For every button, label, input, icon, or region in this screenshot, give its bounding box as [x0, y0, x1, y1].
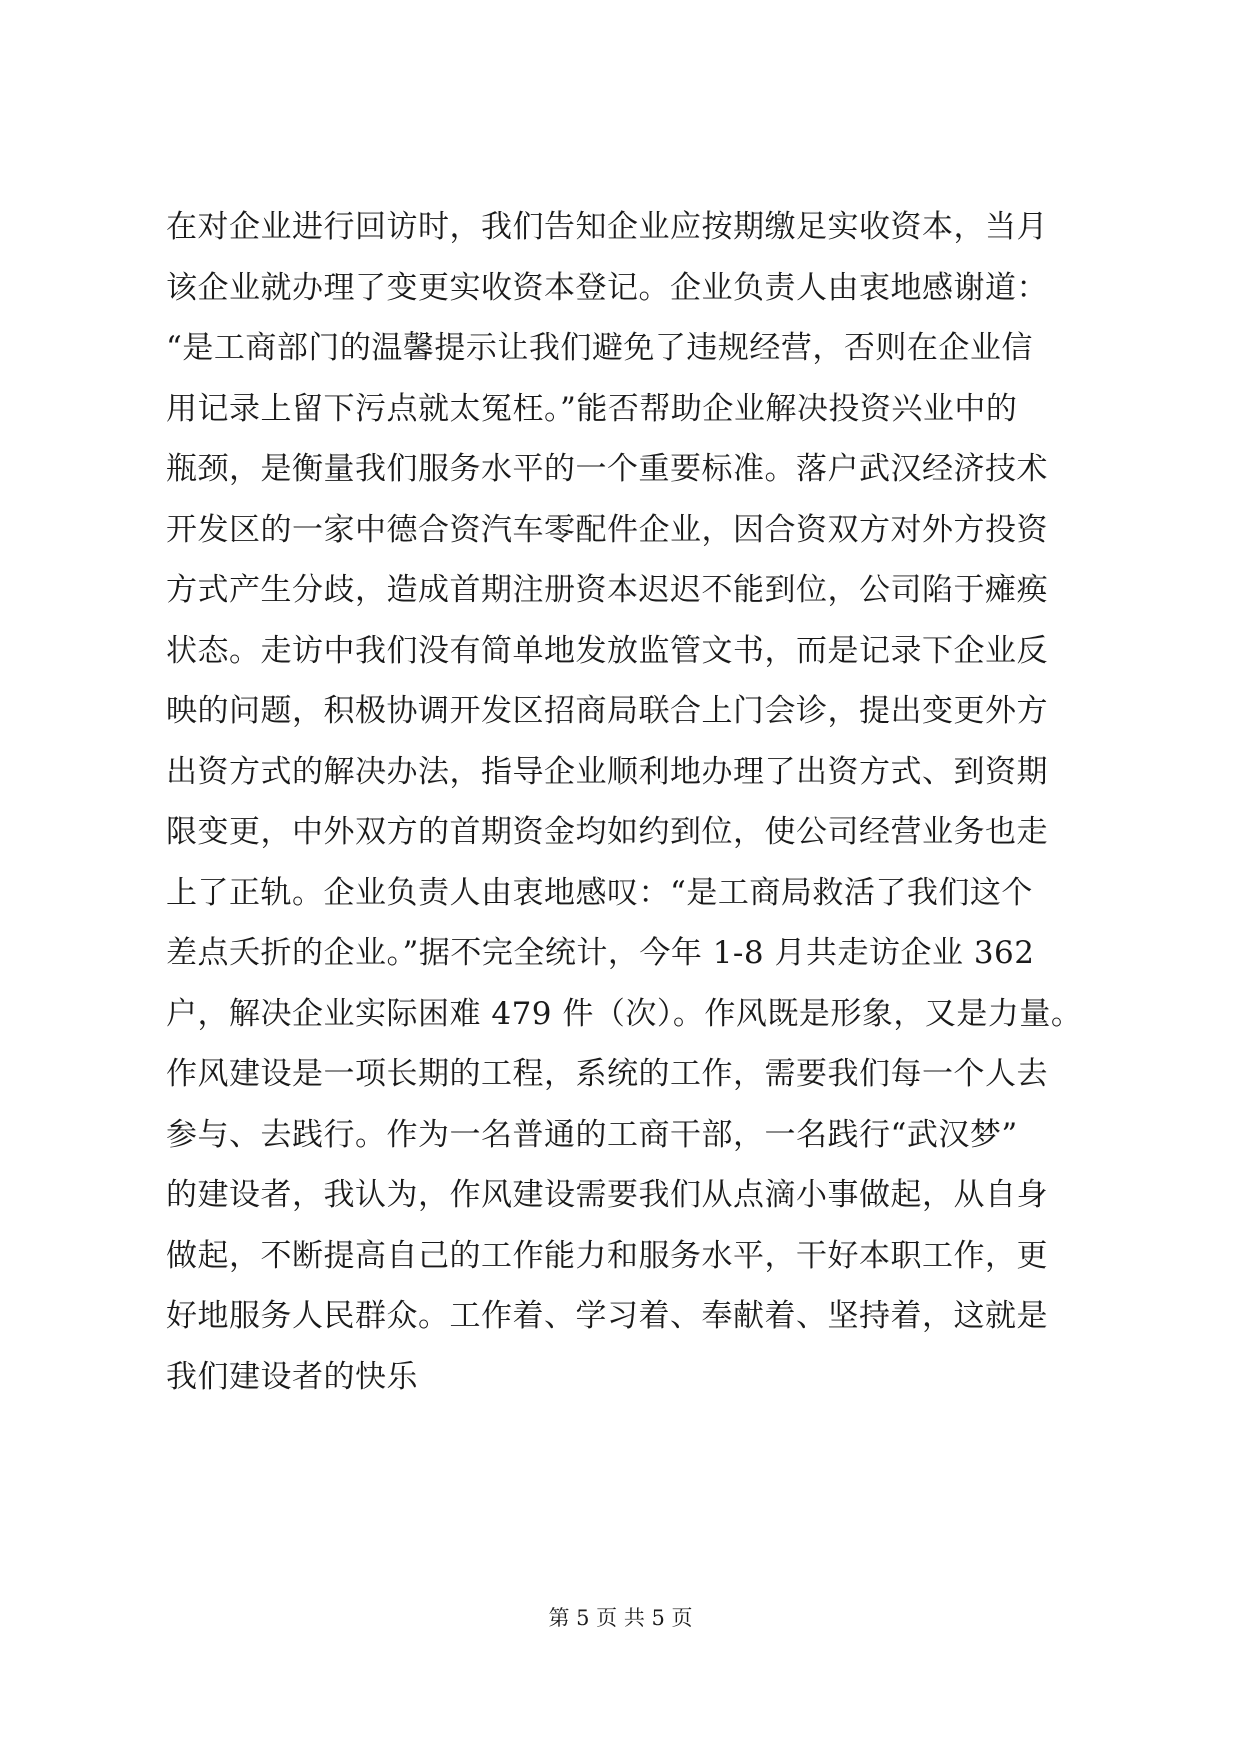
text-line-6: 开发区的一家中德合资汽车零配件企业，因合资双方对外方投资	[166, 511, 1048, 548]
text-line-7: 方式产生分歧，造成首期注册资本迟迟不能到位，公司陷于瘫痪	[166, 572, 1048, 608]
text-line-2: 该企业就办理了变更实收资本登记。企业负责人由衷地感谢道：	[166, 269, 1048, 306]
text-line-3: “是工商部门的温馨提示让我们避免了违规经营，否则在企业信	[166, 330, 1033, 366]
text-line-5: 瓶颈，是衡量我们服务水平的一个重要标准。落户武汉经济技术	[166, 451, 1048, 487]
text-line-8: 状态。走访中我们没有简单地发放监管文书，而是记录下企业反	[166, 632, 1048, 669]
text-line-20: 我们建设者的快乐	[166, 1358, 418, 1395]
text-line-1: 在对企业进行回访时，我们告知企业应按期缴足实收资本，当月	[166, 209, 1048, 245]
text-line-15: 作风建设是一项长期的工程，系统的工作，需要我们每一个人去	[166, 1056, 1048, 1092]
text-line-14: 户，解决企业实际困难 479 件（次）。作风既是形象，又是力量。	[166, 995, 1083, 1032]
text-line-16: 参与、去践行。作为一名普通的工商干部，一名践行“武汉梦”	[166, 1116, 1018, 1153]
text-line-12: 上了正轨。企业负责人由衷地感叹：“是工商局救活了我们这个	[166, 874, 1033, 911]
page-footer	[0, 1603, 1241, 1633]
text-line-4: 用记录上留下污点就太冤枉。”能否帮助企业解决投资兴业中的	[166, 390, 1018, 427]
text-line-19: 好地服务人民群众。工作着、学习着、奉献着、坚持着，这就是	[166, 1298, 1048, 1334]
text-line-13: 差点夭折的企业。”据不完全统计，今年 1-8 月共走访企业 362	[166, 935, 1035, 971]
text-line-10: 出资方式的解决办法，指导企业顺利地办理了出资方式、到资期	[166, 753, 1048, 790]
text-line-11: 限变更，中外双方的首期资金均如约到位，使公司经营业务也走	[166, 814, 1048, 850]
body-text	[166, 197, 1086, 1407]
text-line-18: 做起，不断提高自己的工作能力和服务水平，干好本职工作，更	[166, 1237, 1048, 1274]
page-number-label: 第 5 页 共 5 页	[548, 1606, 693, 1630]
text-line-17: 的建设者，我认为，作风建设需要我们从点滴小事做起，从自身	[166, 1177, 1048, 1213]
text-line-9: 映的问题，积极协调开发区招商局联合上门会诊，提出变更外方	[166, 693, 1048, 729]
